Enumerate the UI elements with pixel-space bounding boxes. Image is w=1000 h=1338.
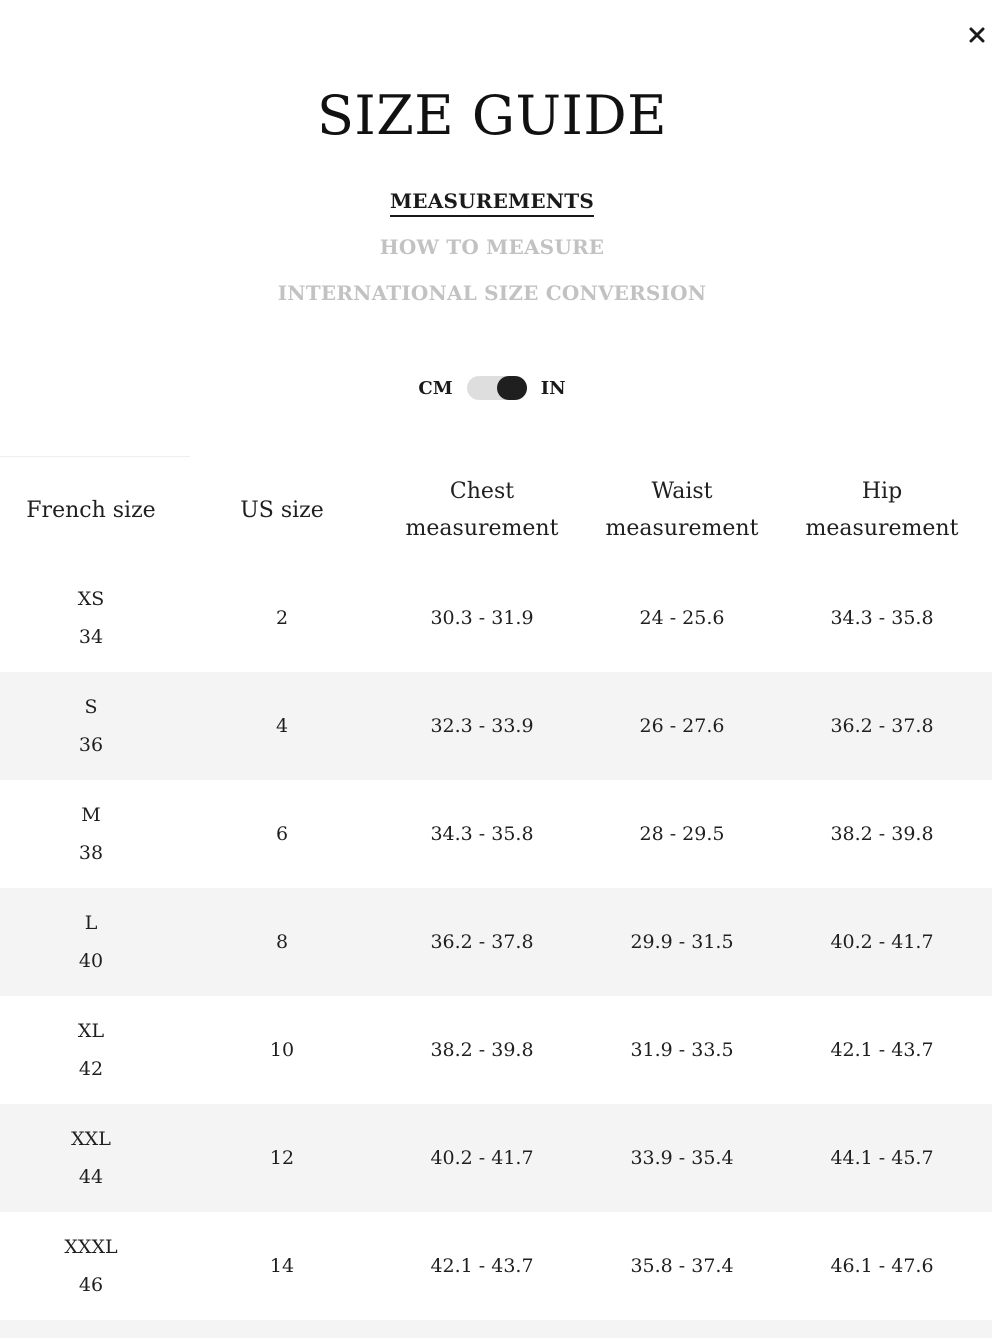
modal-title: SIZE GUIDE: [316, 84, 668, 147]
tab-how-to-measure[interactable]: HOW TO MEASURE: [379, 235, 605, 259]
cell-hip: 38.2 - 39.8: [830, 823, 934, 845]
unit-label-in[interactable]: IN: [540, 377, 566, 399]
size-table: [0, 456, 992, 1338]
cell-us-size: 10: [269, 1039, 295, 1061]
cell-waist: 31.9 - 33.5: [630, 1039, 734, 1061]
cell-chest: 40.2 - 41.7: [430, 1147, 534, 1169]
cell-hip: 46.1 - 47.6: [830, 1255, 934, 1277]
cell-french-size: XS 34: [77, 588, 105, 648]
cell-us-size: 14: [269, 1255, 295, 1277]
cell-french-size: S 36: [78, 696, 104, 756]
header-hip-measurement: Hip measurement: [805, 479, 959, 541]
header-chest-measurement: Chest measurement: [405, 479, 559, 541]
table-row: [0, 1104, 992, 1212]
table-row-partial: [0, 1320, 992, 1338]
cell-us-size: 2: [275, 607, 289, 629]
cell-french-size: XXL 44: [71, 1128, 111, 1188]
tab-international-size-conversion[interactable]: INTERNATIONAL SIZE CONVERSION: [277, 281, 707, 305]
cell-us-size: 12: [269, 1147, 295, 1169]
cell-chest: 30.3 - 31.9: [430, 607, 534, 629]
table-row: [0, 564, 992, 672]
header-french-size: French size: [26, 497, 156, 523]
cell-waist: 24 - 25.6: [639, 607, 725, 629]
cell-waist: 29.9 - 31.5: [630, 931, 734, 953]
cell-french-size: M 38: [78, 804, 104, 864]
cell-hip: 40.2 - 41.7: [830, 931, 934, 953]
cell-chest: 36.2 - 37.8: [430, 931, 534, 953]
unit-toggle: [0, 376, 984, 400]
unit-label-cm[interactable]: CM: [418, 377, 453, 399]
cell-hip: 44.1 - 45.7: [830, 1147, 934, 1169]
table-row: [0, 780, 992, 888]
cell-french-size: XL 42: [77, 1020, 105, 1080]
cell-waist: 28 - 29.5: [639, 823, 725, 845]
size-guide-tabs: [0, 182, 984, 320]
cell-waist: 26 - 27.6: [639, 715, 725, 737]
table-header-row: [0, 456, 992, 564]
cell-waist: 35.8 - 37.4: [630, 1255, 734, 1277]
tab-measurements[interactable]: MEASUREMENTS: [0, 182, 984, 228]
unit-switch-knob: [497, 376, 527, 400]
table-row: [0, 672, 992, 780]
cell-waist: 33.9 - 35.4: [630, 1147, 734, 1169]
cell-chest: 42.1 - 43.7: [430, 1255, 534, 1277]
cell-chest: 38.2 - 39.8: [430, 1039, 534, 1061]
table-row: [0, 888, 992, 996]
header-waist-measurement: Waist measurement: [605, 479, 759, 541]
cell-french-size: L 40: [78, 912, 104, 972]
cell-chest: 34.3 - 35.8: [430, 823, 534, 845]
header-us-size: US size: [240, 497, 324, 523]
cell-hip: 34.3 - 35.8: [830, 607, 934, 629]
cell-chest: 32.3 - 33.9: [430, 715, 534, 737]
unit-switch[interactable]: [467, 376, 527, 400]
close-button[interactable]: [962, 20, 992, 50]
close-icon: [969, 27, 985, 43]
cell-us-size: 6: [275, 823, 289, 845]
table-row: [0, 996, 992, 1104]
table-row: [0, 1212, 992, 1320]
cell-us-size: 4: [275, 715, 289, 737]
cell-french-size: XXXL 46: [64, 1236, 118, 1296]
cell-us-size: 8: [275, 931, 289, 953]
cell-hip: 42.1 - 43.7: [830, 1039, 934, 1061]
cell-hip: 36.2 - 37.8: [830, 715, 934, 737]
